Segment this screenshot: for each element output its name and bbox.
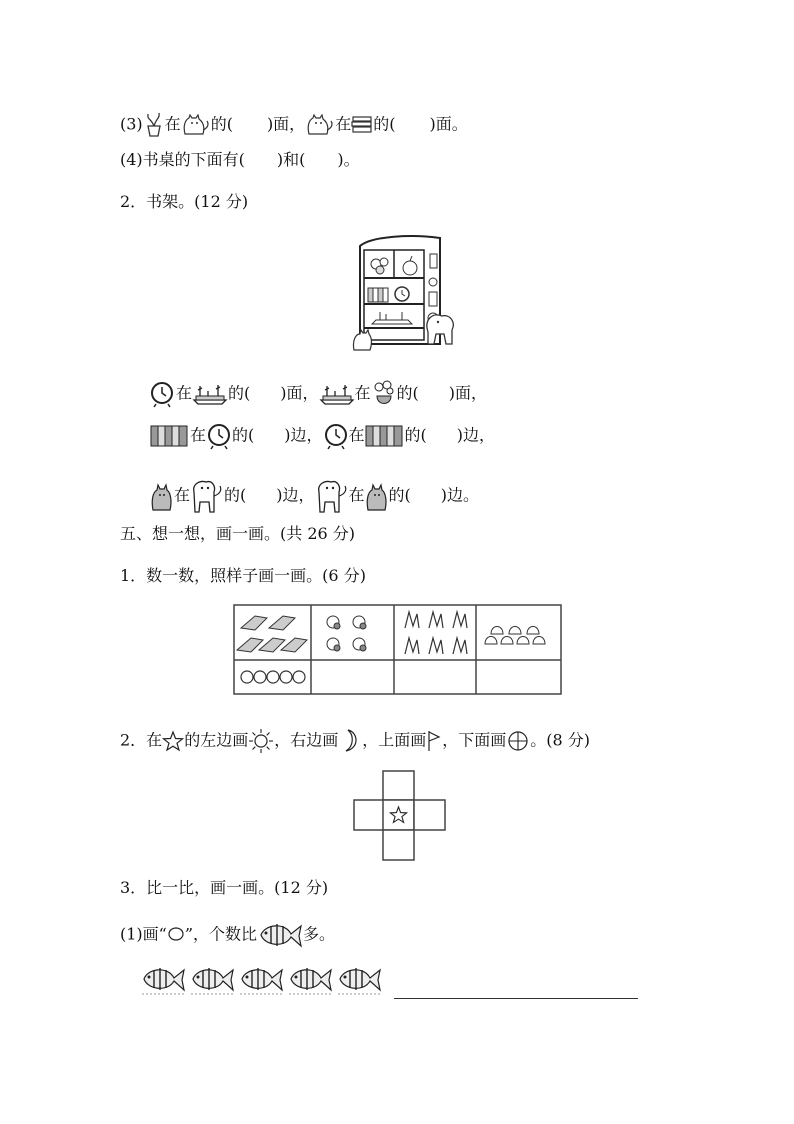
books-row-icon bbox=[150, 423, 190, 449]
clock-icon bbox=[323, 422, 349, 450]
question-5-1-title: 1．数一数，照样子画一画。(6 分) bbox=[120, 566, 366, 585]
shelf-question-row-2: 在 的( )边， 在 的( )边， bbox=[150, 422, 495, 450]
question-4: (4)书桌的下面有( )和( )。 bbox=[120, 150, 360, 169]
counting-table bbox=[233, 604, 561, 694]
books-row-icon bbox=[365, 423, 405, 449]
clock-icon bbox=[148, 380, 176, 408]
flower-vase-icon bbox=[371, 380, 397, 408]
bookshelf-illustration bbox=[352, 234, 464, 356]
cat-icon bbox=[365, 480, 389, 512]
question-5-2: 2．在 的左边画 ，右边画 ，上面画 ，下面画 。(8 分) bbox=[120, 728, 590, 754]
question-3-number: (3) bbox=[120, 114, 143, 134]
shelf-question-row-1: 在 的( )面， 在 的( )面， bbox=[148, 380, 487, 408]
fish-icon bbox=[240, 968, 284, 994]
moon-icon bbox=[338, 728, 362, 754]
question-3: (3) 在 的( )面， 在 的( )面。 bbox=[120, 112, 468, 138]
flag-icon bbox=[426, 729, 442, 753]
dog-icon bbox=[190, 478, 224, 514]
question-5-3-1: (1)画“ ”，个数比 多。 bbox=[120, 920, 335, 950]
boat-plants-icon bbox=[192, 382, 228, 406]
fish-icon bbox=[257, 920, 303, 950]
question-5-3-title: 3．比一比，画一画。(12 分) bbox=[120, 878, 329, 897]
shelf-question-row-3: 在 的( )边， 在 的( )边。 bbox=[150, 478, 479, 514]
section-5-title: 五、想一想，画一画。(共 26 分) bbox=[120, 524, 356, 543]
cat-icon bbox=[305, 114, 335, 136]
boat-plants-icon bbox=[319, 382, 355, 406]
fish-row bbox=[140, 962, 384, 1002]
potted-plant-icon bbox=[143, 112, 165, 138]
book-stack-icon bbox=[351, 115, 373, 135]
cat-icon bbox=[181, 114, 211, 136]
fish-icon bbox=[191, 968, 235, 994]
fish-icon bbox=[142, 968, 186, 994]
clock-icon bbox=[206, 422, 232, 450]
answer-line[interactable] bbox=[394, 998, 638, 999]
cat-icon bbox=[150, 480, 174, 512]
fish-icon bbox=[338, 968, 382, 994]
dog-icon bbox=[315, 478, 349, 514]
star-icon bbox=[162, 730, 184, 752]
sun-icon bbox=[248, 728, 274, 754]
cross-grid bbox=[353, 770, 447, 866]
circle-outline-icon bbox=[167, 927, 185, 943]
circle-cross-icon bbox=[506, 729, 530, 753]
fish-icon bbox=[289, 968, 333, 994]
section-2-title: 2．书架。(12 分) bbox=[120, 192, 249, 211]
